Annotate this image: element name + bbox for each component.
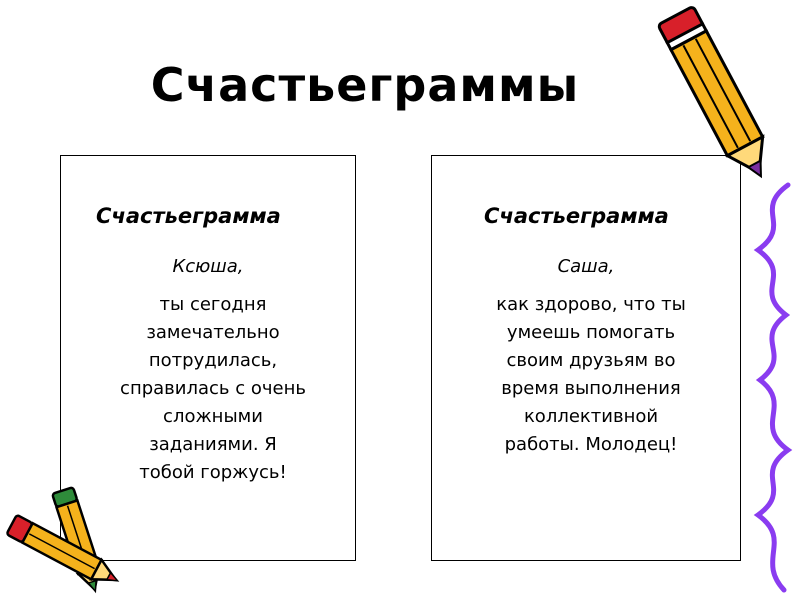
pencil-icon [0,508,130,600]
card-heading: Счастьеграмма [484,204,669,228]
squiggle-line-icon [748,180,800,600]
card-message: как здорово, что ты умеешь помогать своим друзьям во время выполнения коллективной работы. Молодец! [496,294,686,455]
happiness-card-sasha [431,155,741,561]
card-recipient-name: Саша, [557,256,615,277]
pencil-icon [650,0,790,190]
slide-title: Счастьеграммы [150,58,580,112]
card-recipient-name: Ксюша, [172,256,244,277]
card-message: ты сегодня замечательно потрудилась, справилась с очень сложными заданиями. Я тобой горжусь! [120,294,306,483]
card-heading: Счастьеграмма [96,204,281,228]
